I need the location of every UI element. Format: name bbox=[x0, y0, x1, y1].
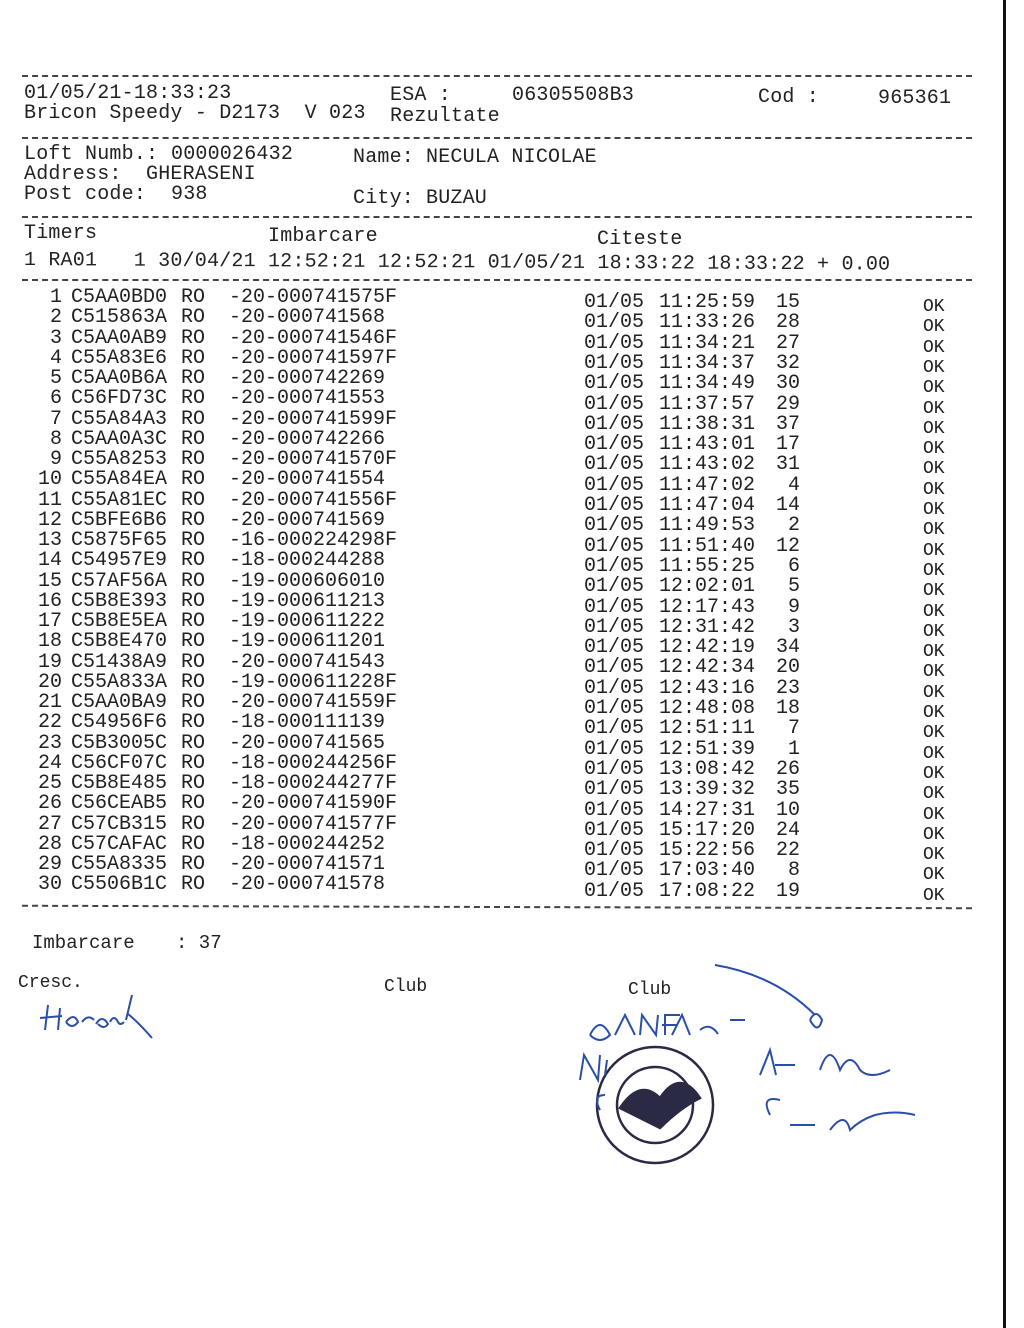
chip-id: C55A81EC bbox=[71, 488, 168, 512]
status-ok: OK bbox=[923, 317, 945, 338]
status-ok: OK bbox=[923, 540, 945, 561]
pigeon-position: 12 bbox=[775, 534, 800, 558]
status-ok: OK bbox=[923, 418, 945, 439]
status-ok: OK bbox=[923, 662, 945, 683]
status-ok: OK bbox=[923, 357, 945, 378]
city-label: City: bbox=[353, 187, 415, 210]
arrival-time: 11:43:01 bbox=[659, 433, 756, 457]
status-ok: OK bbox=[923, 337, 945, 358]
arrival-date: 01/05 bbox=[584, 757, 645, 781]
row-number: 4 bbox=[49, 346, 62, 370]
country-code: RO bbox=[181, 772, 206, 795]
country-code: RO bbox=[181, 387, 206, 411]
row-number: 18 bbox=[37, 630, 62, 654]
ring-number: -20-000741543 bbox=[229, 650, 386, 674]
arrival-time: 13:08:42 bbox=[659, 757, 756, 781]
status-ok: OK bbox=[923, 621, 945, 642]
status-ok: OK bbox=[923, 439, 945, 460]
arrival-date: 01/05 bbox=[584, 412, 645, 436]
arrival-time: 17:08:22 bbox=[659, 879, 756, 903]
arrival-time: 11:47:04 bbox=[659, 494, 756, 517]
status-ok: OK bbox=[923, 743, 945, 764]
club-signature-label-2: Club bbox=[628, 980, 672, 1000]
pigeon-position: 4 bbox=[787, 473, 800, 497]
chip-id: C55A84A3 bbox=[71, 407, 168, 431]
city-value: BUZAU bbox=[426, 187, 488, 210]
chip-id: C5B8E485 bbox=[71, 772, 168, 795]
country-code: RO bbox=[181, 407, 206, 431]
country-code: RO bbox=[181, 549, 206, 573]
arrival-time: 14:27:31 bbox=[659, 798, 756, 822]
status-ok: OK bbox=[923, 601, 945, 622]
arrival-date: 01/05 bbox=[584, 839, 645, 863]
ring-number: -19-000606010 bbox=[229, 569, 386, 593]
country-code: RO bbox=[181, 326, 206, 350]
row-number: 9 bbox=[49, 448, 62, 471]
arrival-date: 01/05 bbox=[584, 778, 645, 802]
timers-label: Timers bbox=[24, 222, 98, 245]
chip-id: C56CF07C bbox=[71, 751, 168, 775]
arrival-time: 11:25:59 bbox=[659, 291, 756, 314]
ring-number: -16-000224298F bbox=[229, 529, 398, 552]
loft-label: Loft Numb.: bbox=[24, 143, 159, 166]
chip-id: C5AA0B6A bbox=[71, 367, 168, 390]
chip-id: C5B8E5EA bbox=[71, 610, 168, 633]
status-ok: OK bbox=[923, 804, 945, 825]
arrival-time: 12:42:19 bbox=[659, 636, 756, 660]
pigeon-position: 9 bbox=[787, 595, 800, 619]
arrival-time: 12:02:01 bbox=[659, 575, 756, 599]
pigeon-position: 1 bbox=[787, 737, 800, 761]
citeste-label: Citeste bbox=[597, 228, 683, 251]
ring-number: -19-000611213 bbox=[229, 589, 386, 613]
arrival-time: 12:17:43 bbox=[659, 595, 756, 619]
pigeon-position: 17 bbox=[775, 433, 800, 457]
status-ok: OK bbox=[923, 378, 945, 399]
row-number: 29 bbox=[37, 853, 62, 876]
chip-id: C54956F6 bbox=[71, 711, 168, 735]
pigeon-position: 7 bbox=[787, 717, 800, 741]
pigeon-position: 29 bbox=[775, 392, 800, 416]
chip-id: C56FD73C bbox=[71, 387, 168, 411]
address-value: GHERASENI bbox=[146, 163, 256, 186]
status-ok: OK bbox=[923, 824, 945, 845]
status-ok: OK bbox=[923, 885, 945, 906]
arrival-date: 01/05 bbox=[584, 453, 645, 477]
pigeon-position: 30 bbox=[775, 372, 800, 396]
chip-id: C5506B1C bbox=[71, 873, 168, 897]
arrival-date: 01/05 bbox=[584, 311, 645, 335]
pigeon-position: 24 bbox=[775, 818, 800, 842]
name-value: NECULA NICOLAE bbox=[426, 146, 597, 169]
pigeon-position: 14 bbox=[775, 494, 800, 517]
club-signature-label-1: Club bbox=[384, 977, 428, 997]
imbarcare-total-value: : 37 bbox=[176, 932, 222, 954]
arrival-time: 12:42:34 bbox=[659, 656, 756, 680]
arrival-date: 01/05 bbox=[584, 636, 645, 660]
ring-number: -20-000741575F bbox=[229, 286, 398, 309]
chip-id: C5BFE6B6 bbox=[71, 508, 168, 532]
row-number: 26 bbox=[37, 792, 62, 816]
club-stamp bbox=[597, 1047, 713, 1163]
country-code: RO bbox=[181, 650, 206, 674]
country-code: RO bbox=[181, 286, 206, 309]
status-ok: OK bbox=[923, 723, 945, 744]
cod-value: 965361 bbox=[878, 87, 952, 110]
chip-id: C57AF56A bbox=[71, 569, 168, 593]
ring-number: -20-000741556F bbox=[229, 488, 398, 512]
ring-number: -20-000741599F bbox=[229, 407, 398, 431]
cod-label: Cod : bbox=[758, 86, 820, 109]
country-code: RO bbox=[181, 751, 206, 775]
pigeon-position: 22 bbox=[775, 839, 800, 863]
ring-number: -18-000244288 bbox=[229, 549, 386, 573]
country-code: RO bbox=[181, 610, 206, 633]
country-code: RO bbox=[181, 508, 206, 532]
ring-number: -20-000741570F bbox=[229, 448, 398, 471]
chip-id: C55A83E6 bbox=[71, 346, 168, 370]
status-ok: OK bbox=[923, 479, 945, 500]
arrival-date: 01/05 bbox=[584, 859, 645, 883]
arrival-time: 11:33:26 bbox=[659, 311, 756, 335]
arrival-time: 11:43:02 bbox=[659, 453, 756, 477]
pigeon-position: 20 bbox=[775, 656, 800, 680]
row-number: 11 bbox=[37, 488, 62, 512]
ring-number: -20-000741569 bbox=[229, 508, 386, 532]
pigeon-position: 35 bbox=[775, 778, 800, 802]
status-ok: OK bbox=[923, 520, 945, 541]
country-code: RO bbox=[181, 346, 206, 370]
address-label: Address: bbox=[24, 163, 122, 186]
row-number: 13 bbox=[37, 529, 62, 552]
arrival-date: 01/05 bbox=[584, 615, 645, 639]
arrival-date: 01/05 bbox=[584, 656, 645, 680]
status-ok: OK bbox=[923, 500, 945, 520]
country-code: RO bbox=[181, 853, 206, 876]
arrival-date: 01/05 bbox=[584, 818, 645, 842]
ring-number: -20-000741553 bbox=[229, 387, 386, 411]
name-label: Name: bbox=[353, 146, 415, 169]
arrival-time: 11:34:37 bbox=[659, 351, 756, 375]
status-ok: OK bbox=[923, 642, 945, 663]
country-code: RO bbox=[181, 812, 206, 836]
status-ok: OK bbox=[923, 297, 945, 317]
arrival-date: 01/05 bbox=[584, 514, 645, 538]
pigeon-position: 18 bbox=[775, 697, 800, 720]
arrival-time: 15:17:20 bbox=[659, 818, 756, 842]
country-code: RO bbox=[181, 367, 206, 390]
ring-number: -20-000741559F bbox=[229, 691, 398, 714]
chip-id: C5B8E393 bbox=[71, 589, 168, 613]
row-number: 3 bbox=[49, 326, 62, 350]
ring-number: -20-000741546F bbox=[229, 326, 398, 350]
country-code: RO bbox=[181, 873, 206, 897]
ring-number: -20-000741577F bbox=[229, 812, 398, 836]
arrival-date: 01/05 bbox=[584, 798, 645, 822]
country-code: RO bbox=[181, 448, 206, 471]
status-ok: OK bbox=[923, 763, 945, 784]
status-ok: OK bbox=[923, 581, 945, 602]
arrival-date: 01/05 bbox=[584, 697, 645, 720]
country-code: RO bbox=[181, 569, 206, 593]
ring-number: -19-000611228F bbox=[229, 670, 398, 694]
arrival-time: 11:51:40 bbox=[659, 534, 756, 558]
arrival-date: 01/05 bbox=[584, 879, 645, 903]
pigeon-position: 6 bbox=[787, 554, 800, 578]
print-datetime: 01/05/21-18:33:23 bbox=[24, 82, 232, 105]
row-number: 20 bbox=[37, 670, 62, 694]
pigeon-position: 32 bbox=[775, 351, 800, 375]
row-number: 12 bbox=[37, 508, 62, 532]
chip-id: C5B3005C bbox=[71, 731, 168, 755]
arrival-time: 11:55:25 bbox=[659, 554, 756, 578]
row-number: 30 bbox=[37, 873, 62, 897]
arrival-date: 01/05 bbox=[584, 331, 645, 355]
row-number: 15 bbox=[37, 569, 62, 593]
chip-id: C55A84EA bbox=[71, 468, 168, 492]
row-number: 16 bbox=[37, 589, 62, 613]
ring-number: -19-000611201 bbox=[229, 630, 386, 654]
status-ok: OK bbox=[923, 682, 945, 703]
row-number: 2 bbox=[49, 306, 62, 330]
postcode-value: 938 bbox=[171, 183, 208, 206]
arrival-time: 11:49:53 bbox=[659, 514, 756, 538]
postcode-label: Post code: bbox=[24, 183, 147, 206]
imbarcare-total-label: Imbarcare bbox=[32, 932, 135, 954]
country-code: RO bbox=[181, 670, 206, 694]
arrival-time: 11:47:02 bbox=[659, 473, 756, 497]
pigeon-position: 19 bbox=[775, 879, 800, 903]
chip-id: C5AA0BA9 bbox=[71, 691, 168, 714]
pigeon-position: 5 bbox=[787, 575, 800, 599]
row-number: 7 bbox=[49, 407, 62, 431]
arrival-date: 01/05 bbox=[584, 291, 645, 314]
pigeon-position: 37 bbox=[775, 412, 800, 436]
arrival-time: 12:51:11 bbox=[659, 717, 756, 741]
row-number: 10 bbox=[37, 468, 62, 492]
chip-id: C57CAFAC bbox=[71, 832, 168, 856]
status-ok: OK bbox=[923, 398, 945, 419]
arrival-date: 01/05 bbox=[584, 473, 645, 497]
pigeon-position: 28 bbox=[775, 311, 800, 335]
ring-number: -20-000741597F bbox=[229, 346, 398, 370]
row-number: 1 bbox=[49, 286, 62, 309]
row-number: 21 bbox=[37, 691, 62, 714]
arrival-date: 01/05 bbox=[584, 737, 645, 761]
ring-number: -18-000244252 bbox=[229, 832, 386, 856]
arrival-date: 01/05 bbox=[584, 554, 645, 578]
row-number: 14 bbox=[37, 549, 62, 573]
chip-id: C55A8335 bbox=[71, 853, 168, 876]
row-number: 6 bbox=[49, 387, 62, 411]
row-number: 23 bbox=[37, 731, 62, 755]
arrival-date: 01/05 bbox=[584, 372, 645, 396]
pigeon-position: 2 bbox=[787, 514, 800, 538]
arrival-time: 12:51:39 bbox=[659, 737, 756, 761]
country-code: RO bbox=[181, 731, 206, 755]
arrival-date: 01/05 bbox=[584, 676, 645, 700]
chip-id: C515863A bbox=[71, 306, 168, 330]
breeder-signature-label: Cresc. bbox=[18, 973, 83, 993]
loft-value: 0000026432 bbox=[171, 143, 294, 166]
ring-number: -18-000244256F bbox=[229, 751, 398, 775]
ring-number: -19-000611222 bbox=[229, 610, 386, 633]
breeder-signature bbox=[40, 995, 152, 1038]
ring-number: -20-000742269 bbox=[229, 367, 386, 390]
row-number: 22 bbox=[37, 711, 62, 735]
chip-id: C5AA0BD0 bbox=[71, 286, 168, 309]
country-code: RO bbox=[181, 630, 206, 654]
status-ok: OK bbox=[923, 459, 945, 480]
arrival-date: 01/05 bbox=[584, 534, 645, 558]
chip-id: C5AA0A3C bbox=[71, 427, 168, 451]
arrival-date: 01/05 bbox=[584, 595, 645, 619]
row-number: 25 bbox=[37, 772, 62, 795]
pigeon-position: 31 bbox=[775, 453, 800, 477]
arrival-time: 12:43:16 bbox=[659, 676, 756, 700]
arrival-time: 11:37:57 bbox=[659, 392, 756, 416]
arrival-time: 11:38:31 bbox=[659, 412, 756, 436]
arrival-time: 12:48:08 bbox=[659, 697, 756, 720]
country-code: RO bbox=[181, 832, 206, 856]
arrival-date: 01/05 bbox=[584, 392, 645, 416]
row-number: 24 bbox=[37, 751, 62, 775]
status-ok: OK bbox=[923, 845, 945, 866]
row-number: 5 bbox=[49, 367, 62, 390]
country-code: RO bbox=[181, 306, 206, 330]
arrival-date: 01/05 bbox=[584, 717, 645, 741]
chip-id: C51438A9 bbox=[71, 650, 168, 674]
arrival-time: 17:03:40 bbox=[659, 859, 756, 883]
country-code: RO bbox=[181, 468, 206, 492]
ring-number: -20-000741590F bbox=[229, 792, 398, 816]
status-ok: OK bbox=[923, 784, 945, 805]
country-code: RO bbox=[181, 691, 206, 714]
country-code: RO bbox=[181, 589, 206, 613]
pigeon-position: 26 bbox=[775, 757, 800, 781]
arrival-time: 11:34:21 bbox=[659, 331, 756, 355]
pigeon-position: 3 bbox=[787, 615, 800, 639]
status-ok: OK bbox=[923, 560, 945, 581]
chip-id: C56CEAB5 bbox=[71, 792, 168, 816]
country-code: RO bbox=[181, 529, 206, 552]
report-type: Rezultate bbox=[390, 105, 500, 128]
country-code: RO bbox=[181, 427, 206, 451]
arrival-date: 01/05 bbox=[584, 433, 645, 457]
ring-number: -20-000741554 bbox=[229, 468, 386, 492]
chip-id: C54957E9 bbox=[71, 549, 168, 573]
row-number: 27 bbox=[37, 812, 62, 836]
arrival-date: 01/05 bbox=[584, 351, 645, 375]
timer-line: 1 RA01 1 30/04/21 12:52:21 12:52:21 01/05/21 18:33:22 18:33:22 + 0.00 bbox=[23, 249, 891, 277]
ring-number: -20-000741568 bbox=[229, 306, 386, 330]
ring-number: -20-000741578 bbox=[229, 873, 386, 897]
ring-number: -20-000742266 bbox=[229, 427, 386, 451]
arrival-time: 13:39:32 bbox=[659, 778, 756, 802]
pigeon-position: 10 bbox=[775, 798, 800, 822]
chip-id: C5AA0AB9 bbox=[71, 326, 168, 350]
arrival-date: 01/05 bbox=[584, 494, 645, 517]
pigeon-position: 15 bbox=[775, 291, 800, 314]
arrival-time: 15:22:56 bbox=[659, 839, 756, 863]
esa-value: 06305508B3 bbox=[512, 84, 635, 107]
country-code: RO bbox=[181, 711, 206, 735]
pigeon-position: 23 bbox=[775, 676, 800, 700]
row-number: 8 bbox=[49, 427, 62, 451]
status-ok: OK bbox=[923, 703, 945, 723]
pigeon-position: 8 bbox=[787, 859, 800, 883]
chip-id: C5B8E470 bbox=[71, 630, 168, 654]
row-number: 28 bbox=[37, 832, 62, 856]
row-number: 17 bbox=[37, 610, 62, 633]
arrival-time: 11:34:49 bbox=[659, 372, 756, 396]
country-code: RO bbox=[181, 792, 206, 816]
device-name: Bricon Speedy - D2173 V 023 bbox=[24, 102, 366, 125]
chip-id: C57CB315 bbox=[71, 812, 168, 836]
ring-number: -20-000741571 bbox=[229, 853, 386, 876]
arrival-date: 01/05 bbox=[584, 575, 645, 599]
status-ok: OK bbox=[923, 865, 945, 886]
ring-number: -18-000244277F bbox=[229, 772, 398, 795]
esa-label: ESA : bbox=[390, 84, 452, 107]
row-number: 19 bbox=[37, 650, 62, 674]
ring-number: -20-000741565 bbox=[229, 731, 386, 755]
chip-id: C5875F65 bbox=[71, 529, 168, 552]
chip-id: C55A8253 bbox=[71, 448, 168, 471]
imbarcare-label: Imbarcare bbox=[268, 225, 378, 248]
pigeon-position: 27 bbox=[775, 331, 800, 355]
arrival-time: 12:31:42 bbox=[659, 615, 756, 639]
pigeon-position: 34 bbox=[775, 636, 800, 660]
ring-number: -18-000111139 bbox=[229, 711, 386, 735]
country-code: RO bbox=[181, 488, 206, 512]
chip-id: C55A833A bbox=[71, 670, 168, 694]
